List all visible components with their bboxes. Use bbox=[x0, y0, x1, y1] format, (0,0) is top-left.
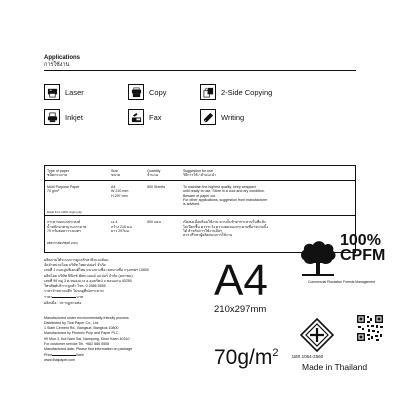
header-quantity-thai: จำนวน bbox=[147, 173, 159, 178]
info-line-thai: ราคาจำหน่ายปลีก โปรดดูที่ห่อกระดาษ bbox=[44, 289, 104, 294]
application-two-side-copying bbox=[200, 84, 272, 100]
price-label-thai: ราคา bbox=[44, 295, 53, 300]
application-label: Writing bbox=[221, 112, 245, 122]
paper-width-thai: กว้าง 210 มม. bbox=[111, 224, 133, 229]
application-label: Inkjet bbox=[65, 112, 83, 122]
suggestion-line-thai: ได้ สำหรับการใช้งานอื่นๆ bbox=[183, 229, 223, 234]
applications-header bbox=[44, 54, 356, 71]
paper-type-thai: กระดาษอเนกประสงค์ bbox=[47, 220, 81, 225]
fiber-note: Made from 100% virgin pulp bbox=[47, 209, 82, 214]
info-line: Manufactured by Phoenix Pulp and Paper PLC. bbox=[44, 331, 120, 336]
info-line-thai: จัดจำหน่ายโดย บริษัท ไทยเปเปอร์ จำกัด bbox=[44, 263, 106, 268]
cpfm-tagline: Commercial Plantation Forests Management bbox=[308, 280, 376, 284]
paper-weight: 70 g/m² bbox=[47, 189, 60, 194]
application-label: Laser bbox=[65, 87, 84, 97]
suggestion-line: Beware of paper cut. bbox=[183, 193, 217, 198]
header-suggestion-thai: วิธีการใช้ / คำแนะนำ bbox=[183, 173, 217, 178]
info-line-thai: ผลิตโดย บริษัท ฟินิกซ์ พัลพ แอนด์ เปเปอร์ จำกัด (มหาชน) bbox=[44, 273, 133, 278]
suggestion-line: until ready to use. Store in a cool and dry condition. bbox=[183, 189, 265, 194]
inkjet-printer-icon bbox=[44, 109, 60, 125]
price-label: Price bbox=[44, 353, 53, 358]
cpfm-name: CPFM bbox=[340, 247, 386, 264]
suggestion-line-thai: ไม่เปียกชื้น ควรระวัง ความคมของกระดาษที่อาจบาดนิ้ว bbox=[183, 224, 269, 229]
writing-pen-icon bbox=[200, 109, 216, 125]
application-laser bbox=[44, 84, 84, 100]
application-label: 2-Side Copying bbox=[221, 87, 273, 97]
application-writing bbox=[200, 109, 244, 125]
suggestion-line: For other applications, suggestion from manufacturer bbox=[183, 198, 268, 203]
copier-icon bbox=[128, 84, 144, 100]
info-line: Distributed by Thai Paper Co., Ltd. bbox=[44, 321, 100, 326]
spec-header-row bbox=[45, 166, 355, 180]
suggestion-line: To maintain the highest quality, keep wrapped bbox=[183, 184, 256, 189]
website: www.thaipaper.com bbox=[44, 358, 76, 363]
info-line: 99 Moo 3, Kut Nam Sai, Nampong, Khon Kaen 40310 bbox=[44, 336, 130, 341]
paper-size: A4 bbox=[111, 184, 116, 189]
paper-quantity-thai: 500 แผ่น bbox=[147, 220, 161, 225]
laser-printer-icon bbox=[44, 84, 60, 100]
suggestion-line-thai: ควรปรึกษาผู้ผลิตก่อนการใช้งาน bbox=[183, 233, 233, 238]
paper-weight-thai: น้ำหนักมาตรฐานกระดาษ bbox=[47, 224, 87, 229]
paper-size-large: A4 bbox=[214, 256, 268, 305]
size-block bbox=[214, 256, 294, 370]
fax-icon bbox=[128, 109, 144, 125]
info-line-thai: เลขที่ 1 ถนนปูนซิเมนต์ไทย แขวงบางซื่อ เขตบางซื่อ กรุงเทพฯ 10800 bbox=[44, 268, 149, 273]
qr-code-icon bbox=[356, 314, 384, 342]
tis-standard-mark-icon bbox=[300, 318, 334, 352]
header-suggestion: Suggestion for use bbox=[183, 169, 213, 173]
tis-code: มอก.1054-2560 bbox=[292, 354, 324, 359]
applications-title: Applications bbox=[44, 55, 81, 61]
header-size: Size bbox=[111, 169, 118, 173]
application-label: Copy bbox=[149, 87, 167, 97]
application-copy bbox=[128, 84, 167, 100]
info-gap bbox=[44, 306, 194, 316]
header-size-thai: ขนาด bbox=[111, 173, 121, 178]
paper-height: H 297 mm bbox=[111, 193, 128, 198]
grammage-value: 70g/m bbox=[214, 346, 273, 369]
fiber-note-row bbox=[45, 208, 355, 216]
application-label: Fax bbox=[149, 112, 162, 122]
price-blank bbox=[52, 352, 76, 356]
fiber-note-thai: ผลิตจากเยื่อบริสุทธิ์ 100% bbox=[47, 240, 78, 245]
paper-grammage bbox=[214, 341, 294, 370]
paper-height-thai: ยาว 297มม. bbox=[111, 229, 130, 234]
header-quantity: Quantity bbox=[147, 169, 161, 173]
manufacturer-info bbox=[44, 258, 194, 364]
price-blank bbox=[52, 294, 76, 298]
info-line: For customer service Tel. +662 586 5555 bbox=[44, 341, 110, 346]
info-line-thai: ผลิตเมื่อ : ปรากฏตามห่อ bbox=[44, 300, 82, 305]
header-type-thai: ชนิดกระดาษ bbox=[47, 173, 67, 178]
info-line: Manufactured date: Please find information on package bbox=[44, 347, 133, 352]
suggestion-line-thai: เปิดห่อเมื่อพร้อมใช้งาน ควรเก็บรักษากระดาษในที่แห้ง bbox=[183, 220, 266, 225]
header-divider bbox=[44, 70, 356, 71]
info-line-thai: ผลิตภายใต้ระบบการดูแลรักษาสิ่งแวดล้อม bbox=[44, 258, 109, 262]
info-line-thai: โทรศัพท์บริการลูกค้า โทร. 0 2586 5555 bbox=[44, 284, 106, 289]
cpfm-percent: 100% bbox=[340, 232, 381, 249]
application-fax bbox=[128, 109, 162, 125]
paper-type: Multi Purpose Paper bbox=[47, 184, 80, 189]
spec-row-thai bbox=[45, 216, 355, 239]
suggestion-line: is advised. bbox=[183, 202, 200, 207]
paper-width: W 210 mm bbox=[111, 189, 129, 194]
two-side-copy-icon bbox=[200, 84, 216, 100]
applications-title-thai: การใช้งาน bbox=[44, 62, 70, 68]
price-unit-thai: บาท bbox=[76, 295, 84, 300]
paper-size-thai: เอ 4 bbox=[111, 220, 118, 225]
paper-dimensions: 210x297mm bbox=[214, 304, 267, 315]
info-line-thai: เลขที่ 99 หมู่ 3 ต.หนองแวง อ.อุบลรัตน์ จ.ขอนแก่น 40250 bbox=[44, 278, 132, 283]
tree-logo-icon bbox=[298, 238, 338, 278]
paper-quantity: 500 Sheets bbox=[147, 184, 166, 189]
application-inkjet bbox=[44, 109, 83, 125]
info-line: 1 Siam Cement Rd., Bangsue, Bangkok 10800 bbox=[44, 326, 119, 331]
grammage-exponent: 2 bbox=[272, 347, 279, 359]
info-line: Manufactured under environmentally-friendly process bbox=[44, 315, 129, 320]
spec-row-english bbox=[45, 180, 355, 208]
price-unit: Baht bbox=[76, 353, 84, 358]
made-in-thailand: Made in Thailand bbox=[302, 362, 368, 372]
header-type: Type of paper bbox=[47, 169, 69, 173]
paper-weight-thai: 70 กรัมต่อตารางเมตร bbox=[47, 229, 81, 234]
